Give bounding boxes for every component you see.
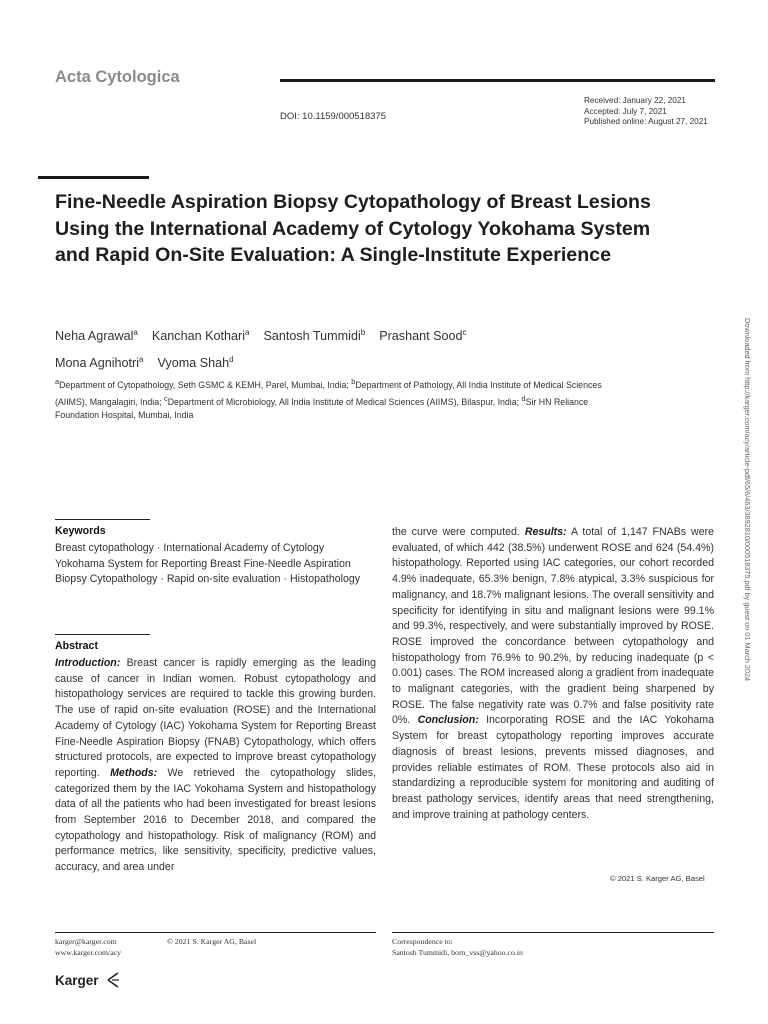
correspondence-label: Correspondence to: <box>392 937 453 946</box>
abstract-copyright: © 2021 S. Karger AG, Basel <box>610 874 705 883</box>
abstract-right-column <box>392 525 714 823</box>
karger-mark-icon <box>106 971 120 989</box>
journal-name: Acta Cytologica <box>55 68 180 86</box>
author-affiliation-mark: a <box>133 328 138 337</box>
abstract-rule <box>55 634 150 635</box>
author-affiliation-mark: b <box>360 328 366 337</box>
author-name: Santosh Tummidi$^b$ <box>263 328 366 344</box>
abstract-section-label: Introduction: <box>55 657 121 669</box>
download-note: Downloaded from http://karger.com/acy/article-pdf/65/6/463/3892810/000518375.pdf by guest on 01 March 2024 <box>743 318 752 682</box>
affiliation-mark: a <box>55 377 60 386</box>
abstract-text: the curve were computed. <box>392 526 525 538</box>
affiliation-text: Department of Pathology, All India Institute of Medical Sciences (AIIMS), Mangalagiri, India; <box>55 379 602 408</box>
article-title: Fine-Needle Aspiration Biopsy Cytopathology of Breast Lesions Using the International Academy of Cytology Yokohama System and Rapid On-Site Evaluation: A Single-Institute Experience <box>55 191 651 266</box>
author-affiliation-mark: a <box>139 355 144 365</box>
abstract-heading: Abstract <box>55 640 98 652</box>
footer-email[interactable]: karger@karger.com <box>55 937 117 946</box>
abstract-section-label: Conclusion: <box>417 714 479 727</box>
affiliations <box>55 375 615 422</box>
header-rule <box>280 79 715 82</box>
abstract-text: Breast cancer is rapidly emerging as the leading cause of cancer in Indian women. Robust cytopathology and histopathology services are required to tackle this growing burden. The use of rapid on-site evaluation (ROSE) and the International Academy of Cytology (IAC) Yokohama System for Reporting Breast Fine-Needle Aspiration Biopsy (FNAB) Cytopathology, which offers structured protocols, are expected to improve breast cytopathology reporting. <box>55 657 376 779</box>
keywords-heading: Keywords <box>55 525 106 537</box>
affiliation-mark: c <box>164 394 168 404</box>
footer-rule-left <box>55 932 376 933</box>
author-affiliation-mark: c <box>462 328 467 337</box>
accepted-date: Accepted: July 7, 2021 <box>584 106 667 116</box>
author-name: Kanchan Kothari$^a$ <box>151 328 250 344</box>
abstract-section-label: Methods: <box>110 766 158 779</box>
keywords-rule <box>55 519 150 520</box>
footer-rule-right <box>392 932 714 933</box>
affiliation-mark: d <box>521 394 526 404</box>
affiliation-text: Department of Microbiology, All India Institute of Medical Sciences (AIIMS), Bilaspur, India; <box>167 397 522 408</box>
affiliation-mark: b <box>351 377 356 386</box>
footer-website[interactable]: www.karger.com/acy <box>55 947 122 957</box>
footer-copyright: © 2021 S. Karger AG, Basel <box>167 937 257 946</box>
footer-correspondence <box>392 937 523 958</box>
affiliation-text: Department of Cytopathology, Seth GSMC & KEMH, Parel, Mumbai, India; <box>59 379 352 390</box>
author-name: Neha Agrawal$^a$ <box>55 328 138 344</box>
correspondence-author[interactable]: Santosh Tummidi, born_vss@yahoo.co.in <box>392 947 523 957</box>
footer-contact <box>55 937 121 958</box>
doi[interactable]: DOI: 10.1159/000518375 <box>280 111 386 122</box>
abstract-section-label: Results: <box>524 526 567 538</box>
received-date: Received: January 22, 2021 <box>584 96 686 105</box>
author-affiliation-mark: a <box>245 328 250 337</box>
abstract-left-column <box>55 656 376 876</box>
keywords-text: Breast cytopathology · International Academy of Cytology Yokohama System for Reporting Breast Fine-Needle Aspiration Biopsy Cytopathology · Rapid on-site evaluation · Histopathology <box>55 542 361 586</box>
published-date: Published online: August 27, 2021 <box>584 117 708 126</box>
author-name: Mona Agnihotri$^a$ <box>55 355 144 371</box>
abstract-text: We retrieved the cytopathology slides, categorized them by the IAC Yokohama System and histopathology data of all the patients who had been investigated for breast lesions from September 2016 to December 2018, and compared the cytopathology and histopathology. Risk of malignancy (ROM) and performance metrics, like sensitivity, specificity, predictive values, accuracy, and area under <box>55 766 376 874</box>
author-list <box>55 321 615 375</box>
publisher-logo: Karger <box>55 973 99 988</box>
abstract-text: A total of 1,147 FNABs were evaluated, of which 442 (38.5%) underwent ROSE and 624 (54.4%) histopathology. Reported using IAC categories, our cohort recorded 4.9% inadequate, 65.3% benign, 7.8% atypical, 3.3% suspicious for malignancy, and 18.7% malignant lesions. The overall sensitivity and specificity for identifying in situ and malignant lesions were 99.1% and 99.3%, respectively, and were substantially improved by ROSE. ROSE improved the concordance between cytopathology and histopathology from 76.9% to 90.2%, by reducing inadequate (p < 0.001) cases. The ROM increased along a gradient from inadequate to malignant categories, with the gradient being sharpened by ROSE. The false negativity rate was 0.7% and false positivity rate 0%. <box>392 526 714 727</box>
abstract-text: Incorporating ROSE and the IAC Yokohama System for breast cytopathology reporting improves accurate diagnosis of breast lesions, prevents missed diagnoses, and provides reliable estimates of ROM. These protocols also aid in standardizing a reproducible system for monitoring and auditing of breast pathology services, identify areas that need strengthening, and improve training at pathology centers. <box>392 714 714 821</box>
affiliation-text: Sir HN Reliance Foundation Hospital, Mumbai, India <box>55 397 589 421</box>
title-rule <box>38 176 149 179</box>
author-name: Vyoma Shah$^d$ <box>157 355 234 371</box>
author-name: Prashant Sood$^c$ <box>379 328 467 344</box>
publication-dates <box>584 96 708 128</box>
author-affiliation-mark: d <box>229 355 234 365</box>
